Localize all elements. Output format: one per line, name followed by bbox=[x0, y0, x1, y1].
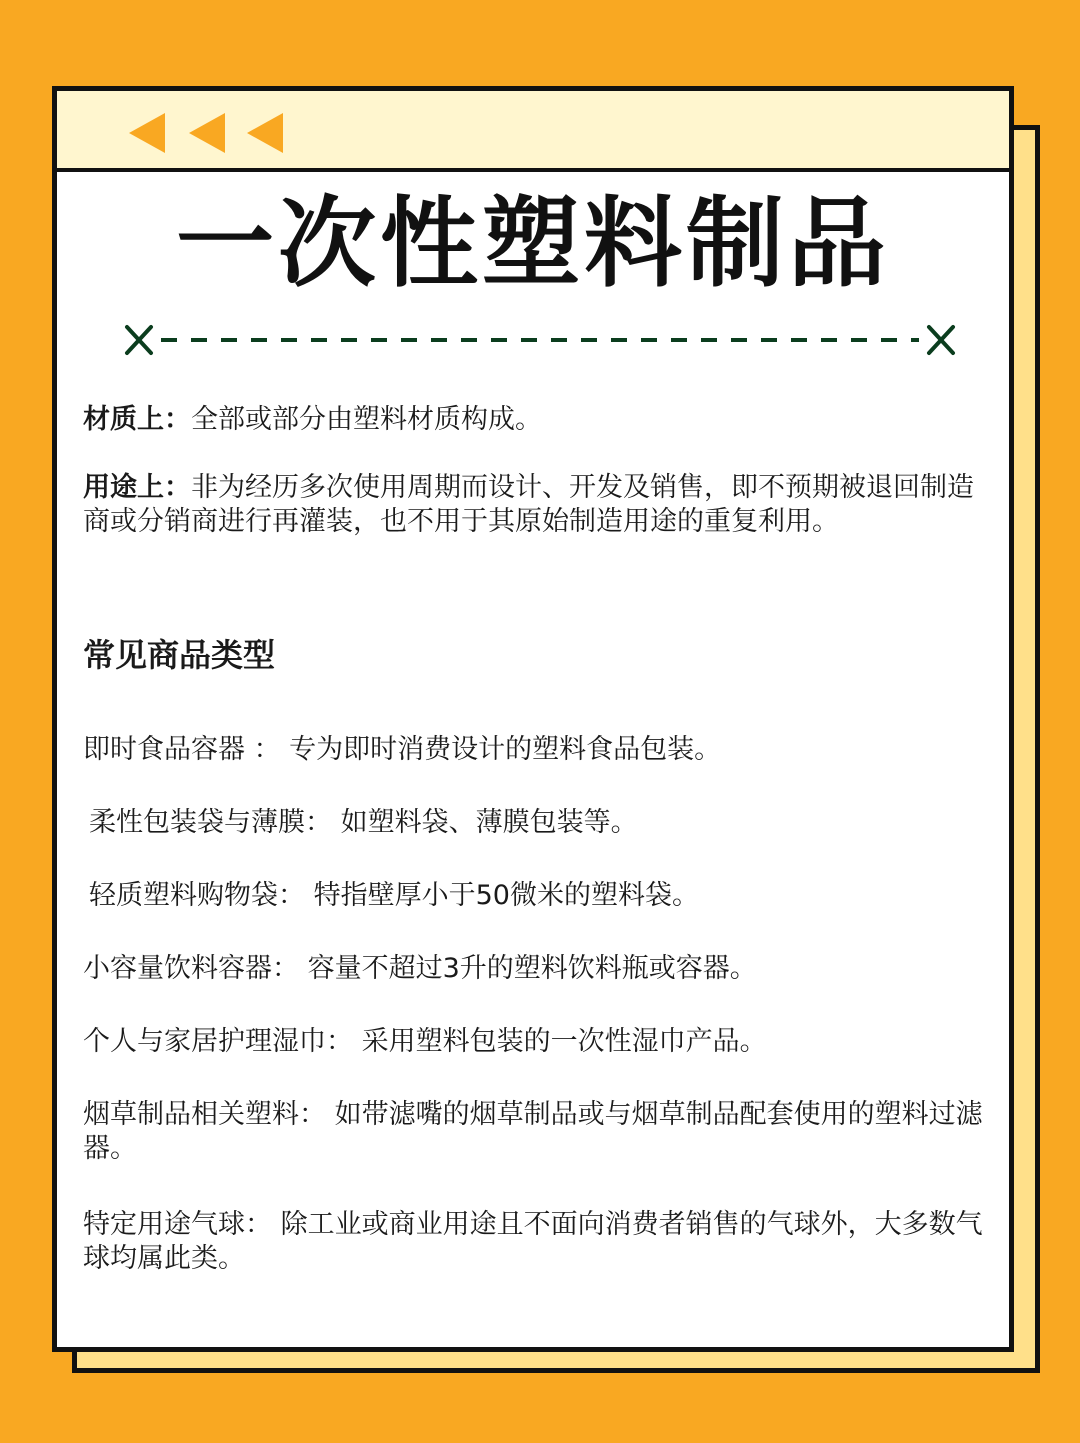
section-title: 常见商品类型 bbox=[83, 636, 276, 674]
dashed-divider bbox=[121, 323, 959, 357]
left-arrow-icon bbox=[189, 113, 225, 153]
list-item: 柔性包装袋与薄膜： 如塑料袋、薄膜包装等。 bbox=[89, 807, 638, 838]
list-item: 个人与家居护理湿巾： 采用塑料包装的一次性湿巾产品。 bbox=[83, 1026, 767, 1057]
card-header bbox=[57, 91, 1009, 172]
left-arrow-icon bbox=[247, 113, 283, 153]
cross-icon bbox=[127, 327, 151, 353]
list-item: 即时食品容器 ： 专为即时消费设计的塑料食品包装。 bbox=[83, 734, 722, 765]
list-item: 特定用途气球： 除工业或商业用途且不面向消费者销售的气球外，大多数气球均属此类。 bbox=[83, 1209, 983, 1274]
cross-icon bbox=[929, 327, 953, 353]
list-item: 轻质塑料购物袋： 特指壁厚小于50微米的塑料袋。 bbox=[89, 880, 699, 911]
definition-label: 材质上： bbox=[83, 404, 191, 435]
definition-text: 非为经历多次使用周期而设计、开发及销售，即不预期被退回制造商或分销商进行再灌装，也不用于其原始制造用途的重复利用。 bbox=[83, 472, 974, 537]
left-arrow-icon bbox=[129, 113, 165, 153]
definition-label: 用途上： bbox=[83, 472, 191, 503]
definition-text: 全部或部分由塑料材质构成。 bbox=[191, 404, 542, 435]
list-item: 小容量饮料容器： 容量不超过3升的塑料饮料瓶或容器。 bbox=[83, 953, 757, 984]
info-card bbox=[52, 86, 1014, 1352]
page-title: 一次性塑料制品 bbox=[175, 187, 890, 301]
list-item: 烟草制品相关塑料： 如带滤嘴的烟草制品或与烟草制品配套使用的塑料过滤器。 bbox=[83, 1099, 983, 1164]
definition-usage bbox=[83, 471, 983, 539]
definition-material bbox=[83, 403, 542, 437]
